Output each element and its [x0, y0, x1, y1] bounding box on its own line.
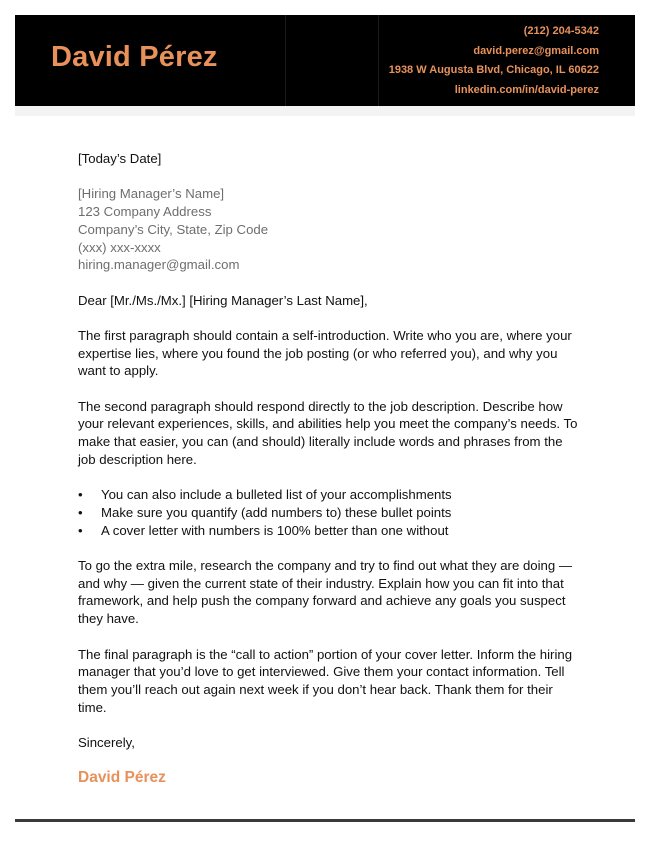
bullet-icon: • — [78, 487, 83, 503]
footer-rule — [15, 819, 635, 822]
street-address: 1938 W Augusta Blvd, Chicago, IL 60622 — [388, 64, 599, 76]
letter-body — [78, 150, 578, 787]
closing: Sincerely, — [78, 735, 135, 751]
recipient-line: 123 Company Address — [78, 204, 212, 220]
linkedin-link[interactable]: linkedin.com/in/david-perez — [454, 83, 599, 96]
paragraph-intro: The first paragraph should contain a self-introduction. Write who you are, where your expertise lies, where you found the job posting (or who referred you), and why you want to apply. — [78, 327, 572, 379]
salutation: Dear [Mr./Ms./Mx.] [Hiring Manager’s Last Name], — [78, 292, 368, 308]
applicant-name: David Pérez — [51, 41, 218, 73]
bullet-icon: • — [78, 504, 83, 520]
recipient-line: [Hiring Manager’s Name] — [78, 186, 225, 202]
paragraph-research: To go the extra mile, research the company and try to find out what they are doing — and why — given the current state of their industry. Explain how you can fit into that framework, and help push the company forward and achieve any goals you suspect they have. — [78, 558, 573, 627]
paragraph-job-fit: The second paragraph should respond directly to the job description. Describe how your relevant experiences, skills, and abilities help you meet the company’s needs. To make that easier, you can (and should) literally include words and phrases from the job description here. — [78, 398, 578, 467]
recipient-line: hiring.manager@gmail.com — [78, 257, 240, 273]
paragraph-call-to-action: The final paragraph is the “call to action” portion of your cover letter. Inform the hiring manager that you’d love to get interviewed. Give them your contact information. Tell them you’ll reach out again next week if you don’t hear back. Thank them for their time. — [78, 646, 573, 715]
recipient-line: Company’s City, State, Zip Code — [78, 221, 269, 237]
list-item: • A cover letter with numbers is 100% better than one without — [78, 522, 449, 538]
letter-date: [Today’s Date] — [78, 151, 162, 166]
recipient-line: (xxx) xxx-xxxx — [78, 239, 161, 255]
recipient-block — [78, 185, 578, 274]
bullet-icon: • — [78, 522, 83, 538]
list-item: • You can also include a bulleted list of your accomplishments — [78, 487, 452, 503]
header-divider — [378, 15, 379, 106]
header-divider — [285, 15, 286, 106]
header-banner — [15, 15, 635, 106]
header-shadow-band — [15, 106, 635, 116]
phone-number[interactable]: (212) 204-5342 — [523, 25, 599, 37]
list-item: • Make sure you quantify (add numbers to) these bullet points — [78, 504, 452, 520]
email-address[interactable]: david.perez@gmail.com — [473, 44, 599, 57]
signature-name: David Pérez — [78, 769, 166, 787]
contact-block — [389, 24, 599, 102]
accomplishment-list — [78, 486, 578, 539]
